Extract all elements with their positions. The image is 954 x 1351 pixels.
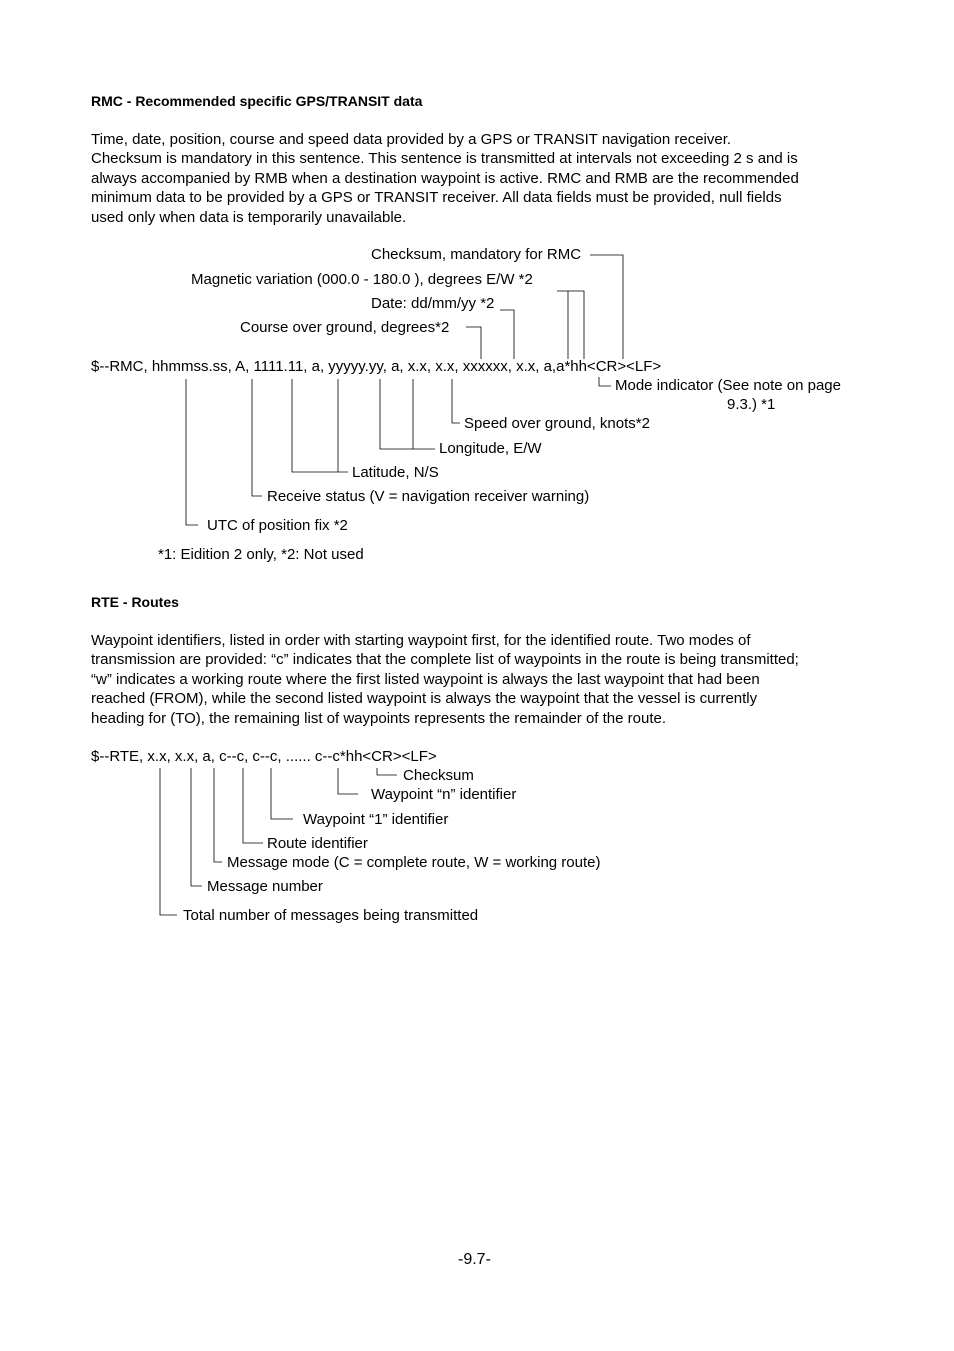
rmc-speed-leader <box>452 379 460 423</box>
rte-label-message-number: Message number <box>207 878 323 895</box>
rte-label-route-identifier: Route identifier <box>267 835 368 852</box>
rmc-description-line: always accompanied by RMB when a destination waypoint is active. RMC and RMB are the recommended <box>91 169 799 187</box>
rte-heading: RTE - Routes <box>91 594 179 610</box>
rte-message-number-leader <box>191 768 202 886</box>
rmc-course-leader <box>466 327 481 359</box>
rmc-label-mode-indicator-cont: 9.3.) *1 <box>727 396 776 413</box>
rmc-magvar-leader <box>557 291 584 359</box>
rte-label-waypoint-n: Waypoint “n” identifier <box>371 786 517 803</box>
rmc-label-speed: Speed over ground, knots*2 <box>464 415 650 432</box>
rte-waypoint-n-leader <box>338 768 358 794</box>
rte-label-checksum: Checksum <box>403 767 474 784</box>
rmc-label-magnetic-variation: Magnetic variation (000.0 - 180.0 ), degrees E/W *2 <box>191 271 533 288</box>
rte-description-line: Waypoint identifiers, listed in order with starting waypoint first, for the identified route. Two modes of <box>91 632 751 649</box>
rmc-label-mode-indicator: Mode indicator (See note on page <box>615 377 841 394</box>
rmc-label-longitude: Longitude, E/W <box>439 440 542 457</box>
rmc-description-line: used only when data is temporarily unavailable. <box>91 208 407 226</box>
rte-label-message-mode: Message mode (C = complete route, W = working route) <box>227 854 601 871</box>
rte-waypoint-1-leader <box>271 768 293 819</box>
rmc-description-line: Time, date, position, course and speed data provided by a GPS or TRANSIT navigation receiver. <box>91 131 732 148</box>
rte-description-line: reached (FROM), while the second listed waypoint is always the waypoint that the vessel is currently <box>91 690 758 708</box>
rmc-date-leader <box>500 310 514 359</box>
rte-description-line: heading for (TO), the remaining list of waypoints represents the remainder of the route. <box>91 709 667 727</box>
rmc-heading: RMC - Recommended specific GPS/TRANSIT data <box>91 93 423 109</box>
rmc-status-leader <box>252 379 262 496</box>
rmc-longitude-leader <box>380 379 435 449</box>
rmc-label-latitude: Latitude, N/S <box>352 464 439 481</box>
rte-description-line: transmission are provided: “c” indicates that the complete list of waypoints in the route is being transmitted; <box>91 651 799 669</box>
rmc-label-date: Date: dd/mm/yy *2 <box>371 295 495 312</box>
rte-sentence: $--RTE, x.x, x.x, a, c--c, c--c, ...... c--c*hh<CR><LF> <box>91 748 437 765</box>
rmc-label-checksum: Checksum, mandatory for RMC <box>371 246 582 263</box>
rmc-footnote: *1: Eidition 2 only, *2: Not used <box>158 546 364 563</box>
rte-total-messages-leader <box>160 768 177 915</box>
rmc-label-course: Course over ground, degrees*2 <box>240 319 450 336</box>
rmc-utc-leader <box>186 379 198 525</box>
rte-checksum-leader <box>377 768 397 775</box>
rmc-latitude-leader <box>292 379 348 472</box>
rmc-label-utc: UTC of position fix *2 <box>207 517 348 534</box>
rmc-checksum-leader <box>590 255 623 359</box>
rte-label-total-messages: Total number of messages being transmitted <box>183 907 479 924</box>
rte-label-waypoint-1: Waypoint “1” identifier <box>303 811 449 828</box>
rte-description-line: “w” indicates a working route where the first listed waypoint is always the last waypoint that had been <box>91 670 760 688</box>
page-number: -9.7- <box>458 1251 491 1268</box>
rmc-description-line: Checksum is mandatory in this sentence. This sentence is transmitted at intervals not exceeding 2 s and is <box>91 150 798 168</box>
rte-route-id-leader <box>243 768 263 843</box>
rmc-label-receive-status: Receive status (V = navigation receiver warning) <box>267 488 590 505</box>
rte-message-mode-leader <box>214 768 222 862</box>
rmc-mode-leader <box>599 377 611 386</box>
rmc-description-line: minimum data to be provided by a GPS or TRANSIT receiver. All data fields must be provided, null fields <box>91 189 782 207</box>
rmc-sentence: $--RMC, hhmmss.ss, A, 1111.11, a, yyyyy.yy, a, x.x, x.x, xxxxxx, x.x, a,a*hh<CR><LF> <box>91 358 662 375</box>
